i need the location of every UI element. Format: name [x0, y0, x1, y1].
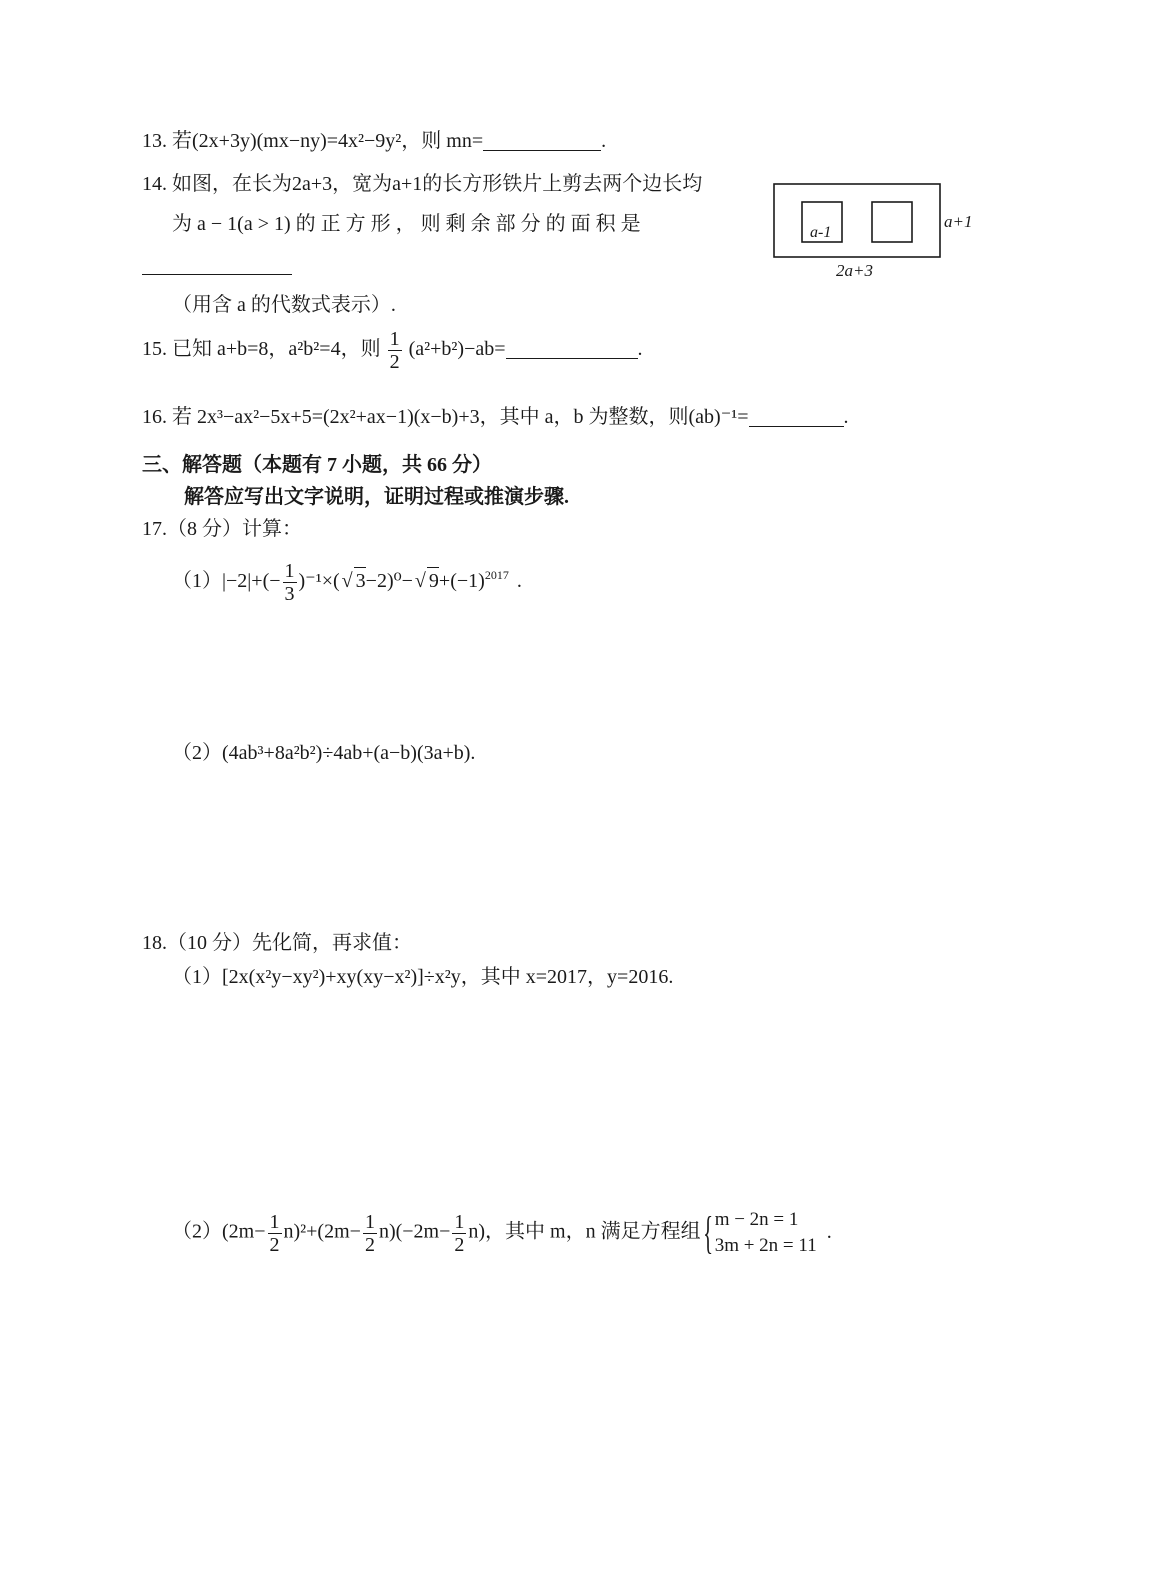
q18-p1-expression: [2x(x²y−xy²)+xy(xy−x²)]÷x²y，其中 x=2017，y=2016. — [222, 966, 674, 988]
q17-part1 — [172, 560, 522, 605]
equation-system — [715, 1207, 817, 1259]
q17-header-text: 17.（8 分）计算： — [142, 518, 302, 540]
system-brace: { — [702, 1207, 713, 1258]
q18-p2-fraction-1 — [268, 1211, 282, 1256]
q18-frac3-num: 1 — [454, 1210, 465, 1233]
q17-p2-label: （2） — [172, 742, 222, 764]
q17-p1-d: +(−1) — [438, 570, 485, 593]
q17-p2-expression: (4ab³+8a²b²)÷4ab+(a−b)(3a+b). — [222, 742, 476, 764]
q14-text-line1: 如图，在长为2a+3，宽为a+1的长方形铁片上剪去两个边长均 — [172, 173, 703, 195]
q15-pre: 已知 a+b=8，a²b²=4，则 — [172, 338, 381, 361]
q18-header — [142, 930, 412, 956]
q17-p1-label: （1） — [172, 570, 222, 593]
q17-p1-fraction — [283, 560, 297, 605]
q18-part2 — [172, 1207, 832, 1259]
q17-header — [142, 516, 302, 542]
q14-line2 — [172, 211, 641, 237]
q18-p2-fraction-3 — [452, 1211, 466, 1256]
q18-p2-label: （2） — [172, 1220, 222, 1243]
q17-part2 — [172, 740, 475, 766]
section3-title — [142, 452, 492, 478]
section3-title-text: 三、解答题（本题有 7 小题，共 66 分） — [142, 454, 492, 476]
section3-note — [184, 484, 569, 510]
q18-p1-label: （1） — [172, 966, 222, 988]
q15-frac-num: 1 — [389, 328, 400, 350]
q18-p2-end: . — [826, 1220, 832, 1243]
q17-p1-b: )⁻¹×( — [298, 570, 340, 593]
figure-inner-label: a-1 — [810, 224, 832, 241]
figure-bottom-label: 2a+3 — [836, 261, 873, 280]
q17-sqrt-1 — [340, 567, 366, 594]
q18-frac2-den: 2 — [364, 1233, 375, 1256]
q13-line — [142, 128, 606, 154]
q17-p1-a: |−2|+(− — [222, 570, 281, 593]
q14-answer-blank[interactable] — [142, 254, 292, 275]
q17-p1-c: −2)⁰− — [365, 570, 413, 593]
outer-rectangle — [774, 184, 940, 257]
q18-header-text: 18.（10 分）先化简，再求值： — [142, 932, 412, 954]
q18-frac1-den: 2 — [269, 1233, 280, 1256]
q15-fraction — [388, 328, 402, 373]
figure-side-label: a+1 — [944, 212, 973, 231]
q16-number: 16. — [142, 406, 167, 428]
q15-frac-den: 2 — [389, 351, 400, 373]
q13-end: . — [601, 130, 607, 152]
q18-frac1-num: 1 — [269, 1210, 280, 1233]
q16-line — [142, 404, 849, 430]
q14-line4 — [172, 292, 396, 318]
q18-p2-c: n)(−2m− — [378, 1220, 451, 1243]
q15-line — [142, 328, 643, 373]
q18-frac3-den: 2 — [454, 1233, 465, 1256]
q14-line1 — [142, 171, 702, 197]
system-eq-2: 3m + 2n = 11 — [714, 1235, 817, 1256]
q18-p2-d: n)，其中 m，n 满足方程组 — [468, 1220, 701, 1243]
section3-note-text: 解答应写出文字说明，证明过程或推演步骤. — [184, 486, 569, 508]
q18-frac2-num: 1 — [364, 1210, 375, 1233]
q18-p2-fraction-2 — [363, 1211, 377, 1256]
q14-line3 — [142, 252, 292, 278]
square-right — [872, 202, 912, 242]
q17-sqrt-1-radicand: √ 3 — [354, 567, 366, 594]
q13-number: 13. — [142, 130, 167, 152]
q13-expression: (2x+3y)(mx−ny)=4x²−9y²，则 mn= — [192, 130, 484, 152]
q14-number: 14. — [142, 173, 167, 195]
q18-p2-a: (2m− — [222, 1220, 266, 1243]
q13-answer-blank[interactable] — [483, 130, 601, 151]
q15-post: (a²+b²)−ab= — [408, 338, 506, 361]
q17-p1-frac-num: 1 — [284, 560, 295, 582]
q15-end: . — [637, 338, 643, 361]
q13-pre: 若 — [172, 130, 192, 152]
q17-p1-frac-den: 3 — [284, 583, 295, 605]
q17-sqrt-2-radicand: √ 9 — [427, 567, 439, 594]
q15-number: 15. — [142, 338, 167, 361]
q16-end: . — [843, 406, 849, 428]
q17-sqrt-2 — [413, 567, 439, 594]
q17-p1-exponent: 2017 — [484, 568, 509, 583]
q16-answer-blank[interactable] — [749, 406, 844, 427]
q14-rectangle-figure — [770, 180, 985, 285]
q17-p1-end: . — [516, 570, 522, 593]
q14-text-line2: 为 a − 1(a > 1) 的 正 方 形 ， 则 剩 余 部 分 的 面 积 是 — [172, 213, 641, 235]
q15-answer-blank[interactable] — [506, 338, 638, 359]
q18-part1 — [172, 964, 673, 990]
q14-text-line4: （用含 a 的代数式表示）. — [172, 294, 396, 316]
q18-p2-b: n)²+(2m− — [283, 1220, 361, 1243]
system-eq-1: m − 2n = 1 — [714, 1209, 799, 1230]
q16-text: 若 2x³−ax²−5x+5=(2x²+ax−1)(x−b)+3，其中 a，b 为整数，则(ab)⁻¹= — [172, 406, 749, 428]
